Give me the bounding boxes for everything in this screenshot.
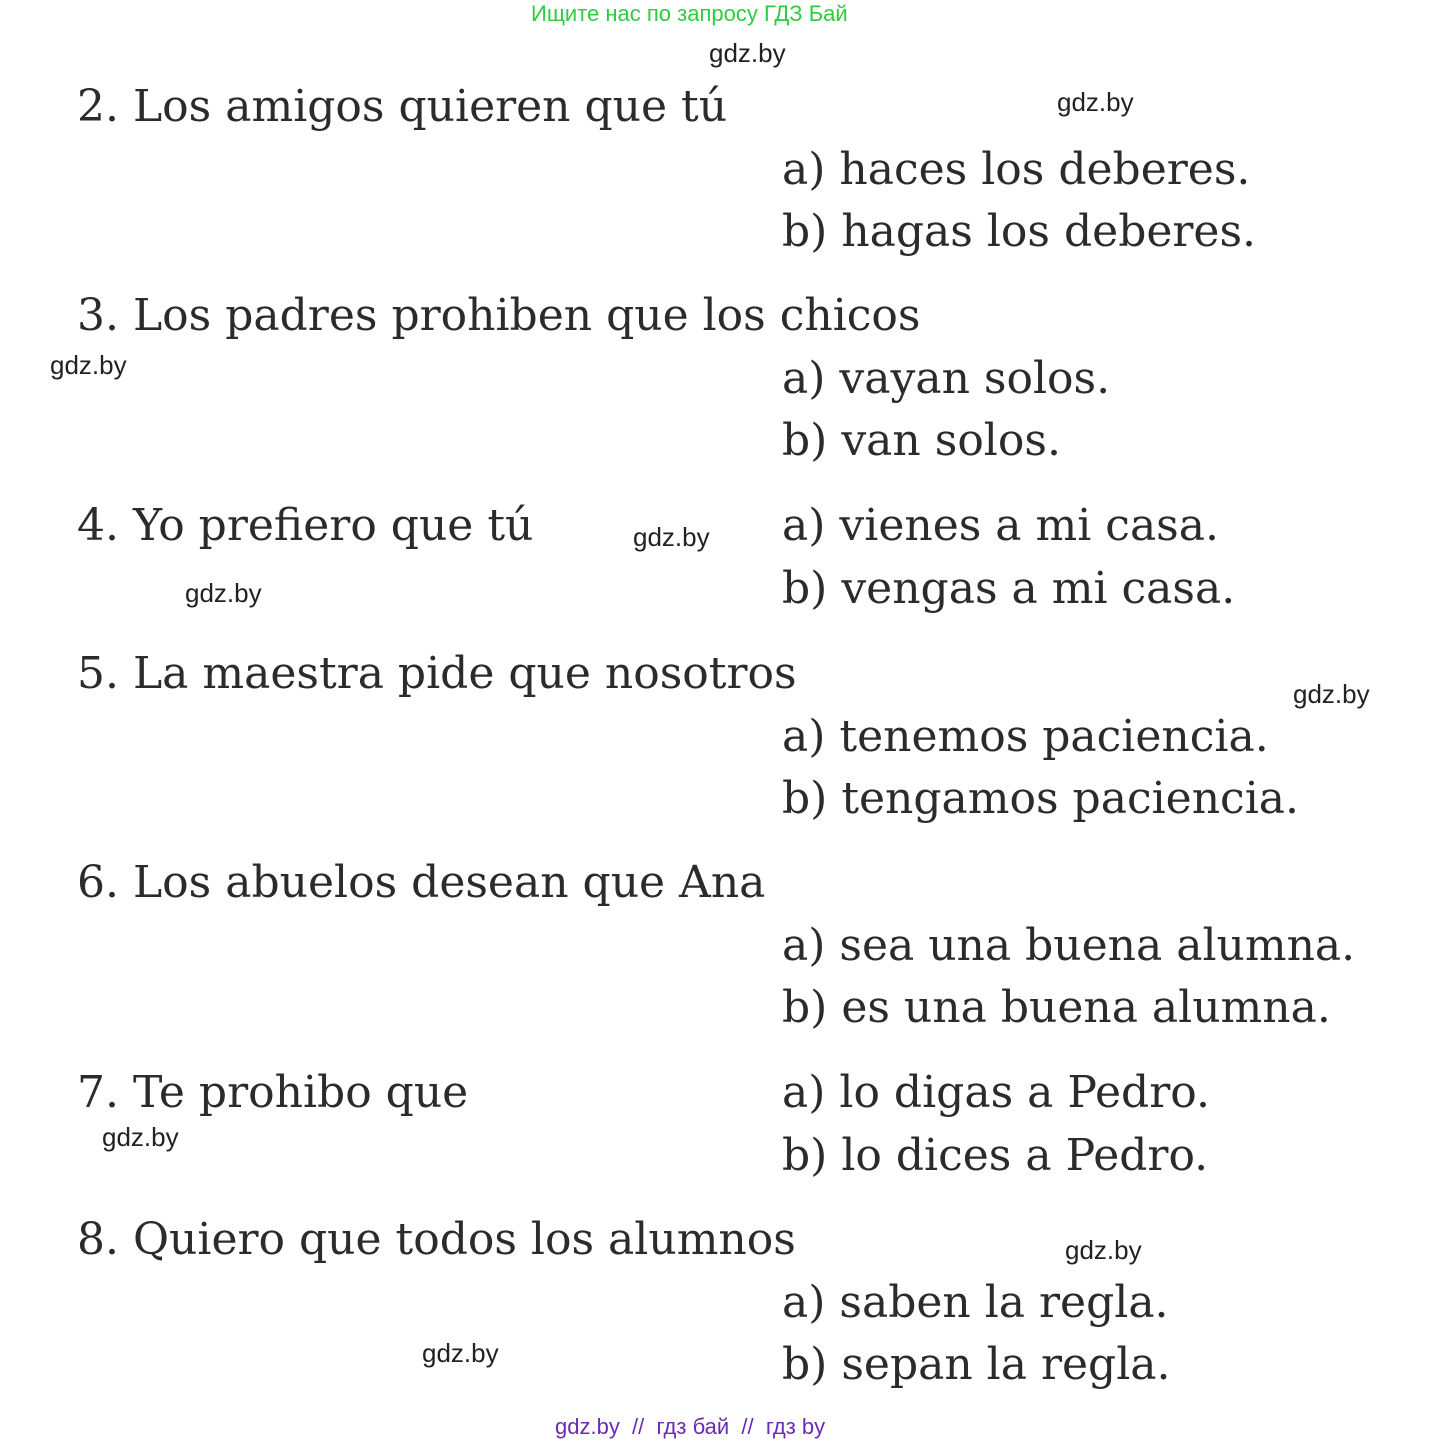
question-7-option-a: a) lo digas a Pedro. [782,1067,1210,1118]
watermark: gdz.by [50,350,127,380]
question-4-option-a: a) vienes a mi casa. [782,500,1219,551]
question-7-stem: 7. Te prohibo que [77,1067,469,1118]
question-3-option-b: b) van solos. [782,415,1061,466]
watermark: gdz.by [185,578,262,608]
question-8-option-a: a) saben la regla. [782,1277,1169,1328]
question-4-stem: 4. Yo prefiero que tú [77,500,534,551]
watermark: gdz.by [1293,679,1370,709]
question-2-option-b: b) hagas los deberes. [782,206,1257,257]
question-4-option-b: b) vengas a mi casa. [782,563,1236,614]
question-8-option-b: b) sepan la regla. [782,1339,1171,1390]
question-6-stem: 6. Los abuelos desean que Ana [77,857,766,908]
top-banner: Ищите нас по запросу ГДЗ Бай [531,1,848,26]
question-3-stem: 3. Los padres prohiben que los chicos [77,290,921,341]
question-6-option-b: b) es una buena alumna. [782,982,1331,1033]
watermark: gdz.by [633,522,710,552]
watermark: gdz.by [709,38,786,68]
watermark: gdz.by [1065,1235,1142,1265]
watermark: gdz.by [422,1338,499,1368]
question-5-option-a: a) tenemos paciencia. [782,711,1269,762]
question-2-stem: 2. Los amigos quieren que tú [77,81,728,132]
question-8-stem: 8. Quiero que todos los alumnos [77,1214,796,1265]
watermark: gdz.by [102,1122,179,1152]
question-3-option-a: a) vayan solos. [782,353,1111,404]
question-5-option-b: b) tengamos paciencia. [782,773,1299,824]
question-5-stem: 5. La maestra pide que nosotros [77,648,797,699]
question-6-option-a: a) sea una buena alumna. [782,920,1356,971]
question-2-option-a: a) haces los deberes. [782,144,1251,195]
footer-watermark: gdz.by // гдз бай // гдз by [555,1414,826,1439]
question-7-option-b: b) lo dices a Pedro. [782,1130,1209,1181]
watermark: gdz.by [1057,87,1134,117]
